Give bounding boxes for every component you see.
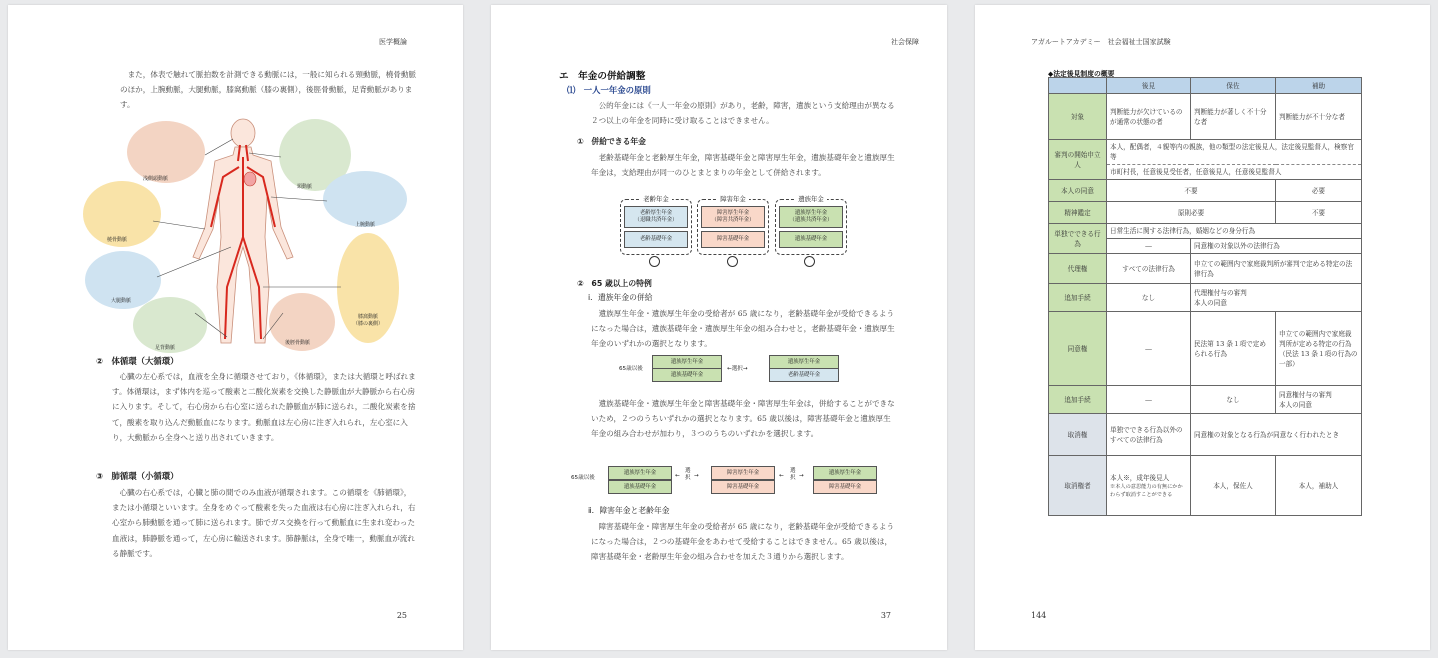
label-brachial: 上腕動脈 — [355, 222, 376, 228]
select-label: 選択 — [731, 366, 743, 372]
row-header: 同意権 — [1049, 312, 1107, 386]
label-femoral: 大腿動脈 — [111, 298, 132, 304]
systemic-paragraph: 心臓の左心系では，血液を全身に循環させており，《体循環》，または大循環と呼ばれます。体循環は，まず体内を巡って酸素と二酸化炭素を交換した静脈血が大静脈から右心房に入ります。そして，右心房から右心室に送られた静脈血が肺に送られ，二酸化炭素を捨て，酸素を取り込んだ動脈血になります。動脈血は左心房に注ぎ入れられ，左心室に入り，大動脈から全身へと送り出されていきます。 — [112, 372, 416, 442]
table-row — [1049, 94, 1362, 140]
box-survivor-employee: 遺族厚生年金 — [769, 355, 839, 369]
page-medical — [8, 5, 463, 650]
intro-paragraph: また，体表で触れて脈拍数を計測できる動脈には，一般に知られる頸動脈，橈骨動脈のほか，上腕動脈，大腿動脈，膝窩動脈（膝の裏側），後脛骨動脈，足背動脈があります。 — [120, 70, 417, 110]
table-cell: 市町村長，任意後見受任者，任意後見人，任意後見監督人 — [1107, 165, 1362, 180]
page-social-security — [491, 5, 947, 650]
row-header: 審判の開始申立人 — [1049, 140, 1107, 180]
page-number: 144 — [1031, 611, 1047, 620]
row-header: 本人の同意 — [1049, 180, 1107, 202]
table-cell: 判断能力が欠けているのが通常の状態の者 — [1107, 94, 1191, 140]
header-row — [1049, 78, 1362, 94]
table-cell: 本人，補助人 — [1276, 456, 1362, 516]
row-header: 取消権者 — [1049, 456, 1107, 516]
box-survivor-basic: 遺族基礎年金 — [652, 368, 722, 382]
diagram-label: 65歳以後 — [571, 475, 595, 481]
table-row — [1049, 414, 1362, 456]
group-title: 老齢年金 — [640, 195, 672, 203]
guardianship-table — [1048, 77, 1362, 516]
group-disability — [697, 195, 769, 255]
group-marker — [649, 256, 660, 267]
box-disability-basic: 障害基礎年金 — [711, 480, 775, 494]
table-cell: 必要 — [1276, 180, 1362, 202]
paragraph-combined: 老齢基礎年金と老齢厚生年金，障害基礎年金と障害厚生年金，遺族基礎年金と遺族厚生年金は，支給理由が同一のひとまとまりの年金として併給されます。 — [591, 153, 895, 178]
old-age-basic-pension: 老齢基礎年金 — [624, 231, 688, 248]
box-survivor-employee: 遺族厚生年金 — [608, 466, 672, 480]
box-disability-basic: 障害基礎年金 — [813, 480, 877, 494]
table-row — [1049, 312, 1362, 386]
page-guardianship — [975, 5, 1430, 650]
revoker-note: ※本人の意思能力の有無にかかわらず取消すことができる — [1110, 483, 1183, 498]
table-cell: 代理権付与の審判 本人の同意 — [1191, 284, 1362, 312]
table-row — [1049, 224, 1362, 239]
row-header: 代理権 — [1049, 254, 1107, 284]
corner-cell — [1049, 78, 1107, 94]
subheading-survivor-combo: ⅰ．遺族年金の併給 — [588, 293, 653, 302]
row-header: 精神鑑定 — [1049, 202, 1107, 224]
col-curator: 保佐 — [1191, 78, 1276, 94]
row-header: 追加手続 — [1049, 284, 1107, 312]
table-cell: すべての法律行為 — [1107, 254, 1191, 284]
old-age-employee-pension: 老齢厚生年金 （退職共済年金） — [624, 206, 688, 228]
running-header: 社会保障 — [891, 38, 919, 46]
table-row — [1049, 180, 1362, 202]
table-row — [1049, 386, 1362, 414]
table-cell: 不要 — [1107, 180, 1276, 202]
label-carotid: 頸動脈 — [297, 184, 313, 190]
table-cell: ― — [1107, 386, 1191, 414]
subheading-combined: ① 併給できる年金 — [577, 137, 646, 146]
group-title: 遺族年金 — [795, 195, 827, 203]
paragraph-disability-old-age: 障害基礎年金・障害厚生年金の受給者が 65 歳になり，老齢基礎年金が受給できるようになった場合は，２つの基礎年金をあわせて受給することはできません。65 歳以後は，障害基礎年金・老齢厚生年金の組み合わせを加えた３通りから選択します。 — [591, 522, 895, 562]
box-disability-employee: 障害厚生年金 — [711, 466, 775, 480]
table-cell: なし — [1107, 284, 1191, 312]
group-marker — [804, 256, 815, 267]
survivor-basic-pension: 遺族基礎年金 — [779, 231, 843, 248]
table-cell: 判断能力が不十分な者 — [1276, 94, 1362, 140]
group-marker — [727, 256, 738, 267]
select-arrow: ← — [675, 473, 680, 479]
revoker-text: 本人※，成年後見人 — [1110, 473, 1170, 482]
table-cell: 申立ての範囲内で家庭裁判所が審判で定める特定の法律行為 — [1191, 254, 1362, 284]
disability-basic-pension: 障害基礎年金 — [701, 231, 765, 248]
table-cell: 原則必要 — [1107, 202, 1276, 224]
table-cell — [1107, 456, 1191, 516]
running-header: アガルートアカデミー 社会福祉士国家試験 — [1031, 38, 1171, 46]
table-cell: なし — [1191, 386, 1276, 414]
box-survivor-employee: 遺族厚生年金 — [813, 466, 877, 480]
select-arrow: → — [799, 473, 804, 479]
table-cell: 同意権の対象となる行為が同意なく行われたとき — [1191, 414, 1362, 456]
page-number: 25 — [396, 611, 407, 620]
group-old-age — [620, 195, 692, 255]
table-row — [1049, 284, 1362, 312]
select-label: 選 択 — [790, 468, 796, 481]
label-dorsalis-pedis: 足背動脈 — [155, 345, 176, 351]
table-cell: 単独でできる行為以外のすべての法律行為 — [1107, 414, 1191, 456]
col-guardian: 後見 — [1107, 78, 1191, 94]
select-label: 選 択 — [685, 468, 691, 481]
group-title: 障害年金 — [717, 195, 749, 203]
table-cell: 本人，配偶者，４親等内の親族，他の類型の法定後見人，法定後見監督人，検察官等 — [1107, 140, 1362, 165]
table-cell: 本人，保佐人 — [1191, 456, 1276, 516]
box-survivor-basic: 遺族基礎年金 — [608, 480, 672, 494]
select-arrow: → — [694, 473, 699, 479]
page-number: 37 — [880, 611, 891, 620]
select-arrow: ← — [779, 473, 784, 479]
box-survivor-employee: 遺族厚生年金 — [652, 355, 722, 369]
group-survivor — [775, 195, 847, 255]
select-arrow: ←選択→ — [727, 366, 748, 372]
diagram-label: 65歳以後 — [619, 366, 643, 372]
section-title-systemic: ② 体循環（大循環） — [96, 356, 179, 366]
section-heading: エ 年金の併給調整 — [559, 71, 646, 82]
paragraph-survivor-combo: 遺族厚生年金・遺族厚生年金の受給者が 65 歳になり，老齢基礎年金が受給できるようになった場合は，遺族基礎年金・遺族厚生年金の組み合わせと，老齢基礎年金・遺族厚生年金のいずれかの選択となります。 — [591, 309, 895, 349]
table-cell: 日常生活に関する法律行為，婚姻などの身分行為 — [1107, 224, 1362, 239]
section-title-pulmonary: ③ 肺循環（小循環） — [96, 471, 179, 481]
subheading-disability-old-age: ⅱ．障害年金と老齢年金 — [588, 506, 670, 515]
table-cell: 不要 — [1276, 202, 1362, 224]
label-radial: 橈骨動脈 — [107, 237, 128, 243]
table-cell: 同意権付与の審判 本人の同意 — [1276, 386, 1362, 414]
table-cell: 申立ての範囲内で家庭裁判所が定める特定の行為（民法 13 条１項の行為の一部） — [1276, 312, 1362, 386]
box-old-age-basic: 老齢基礎年金 — [769, 368, 839, 382]
table-cell: 民法第 13 条１項で定められる行為 — [1191, 312, 1276, 386]
label-superficial-temporal: 浅側頭動脈 — [143, 176, 169, 182]
label-posterior-tibial: 後脛骨動脈 — [285, 340, 311, 346]
row-header: 取消権 — [1049, 414, 1107, 456]
label-popliteal: 膝窩動脈 （膝の裏側） — [353, 314, 384, 327]
subheading-over-65: ② 65 歳以上の特例 — [577, 279, 652, 288]
survivor-employee-pension: 遺族厚生年金 （遺族共済年金） — [779, 206, 843, 228]
table-cell: 判断能力が著しく不十分な者 — [1191, 94, 1276, 140]
table-cell: ― — [1107, 239, 1191, 254]
table-row — [1049, 202, 1362, 224]
table-row — [1049, 456, 1362, 516]
table-title: ◆法定後見制度の概要 — [1048, 70, 1115, 78]
table-row — [1049, 140, 1362, 165]
row-header: 追加手続 — [1049, 386, 1107, 414]
disability-employee-pension: 障害厚生年金 （障害共済年金） — [701, 206, 765, 228]
running-header: 医学概論 — [379, 38, 407, 46]
artery-figure — [83, 117, 403, 355]
paragraph-one-pension: 公的年金には《一人一年金の原則》があり，老齢，障害，遺族という支給理由が異なる２つ以上の年金を同時に受け取ることはできません。 — [591, 101, 895, 126]
table-cell: ― — [1107, 312, 1191, 386]
paragraph-survivor-disability: 遺族基礎年金・遺族厚生年金と障害基礎年金・障害厚生年金は，併給することができないため，２つのうちいずれかの選択となります。65 歳以後は，障害基礎年金と遺族厚生年金の組み合わせが加わり，３つのうちのいずれかを選択します。 — [591, 399, 895, 439]
row-header: 単独でできる行為 — [1049, 224, 1107, 254]
row-header: 対象 — [1049, 94, 1107, 140]
subheading-one-pension: ⑴ 一人一年金の原則 — [567, 85, 651, 95]
col-assistant: 補助 — [1276, 78, 1362, 94]
pulmonary-paragraph: 心臓の右心系では，心臓と肺の間でのみ血液が循環されます。この循環を《肺循環》，または小循環といいます。全身をめぐって酸素を失った血液は右心房に注ぎ入れられ，右心室から肺動脈を通って肺に送られます。肺でガス交換を行って動脈血に生まれ変わった血液は，肺静脈を通って，左心房に輸送されます。肺静脈は，全身で唯一，動脈血が流れる静脈です。 — [112, 488, 416, 558]
table-cell: 同意権の対象以外の法律行為 — [1191, 239, 1362, 254]
table-row — [1049, 254, 1362, 284]
